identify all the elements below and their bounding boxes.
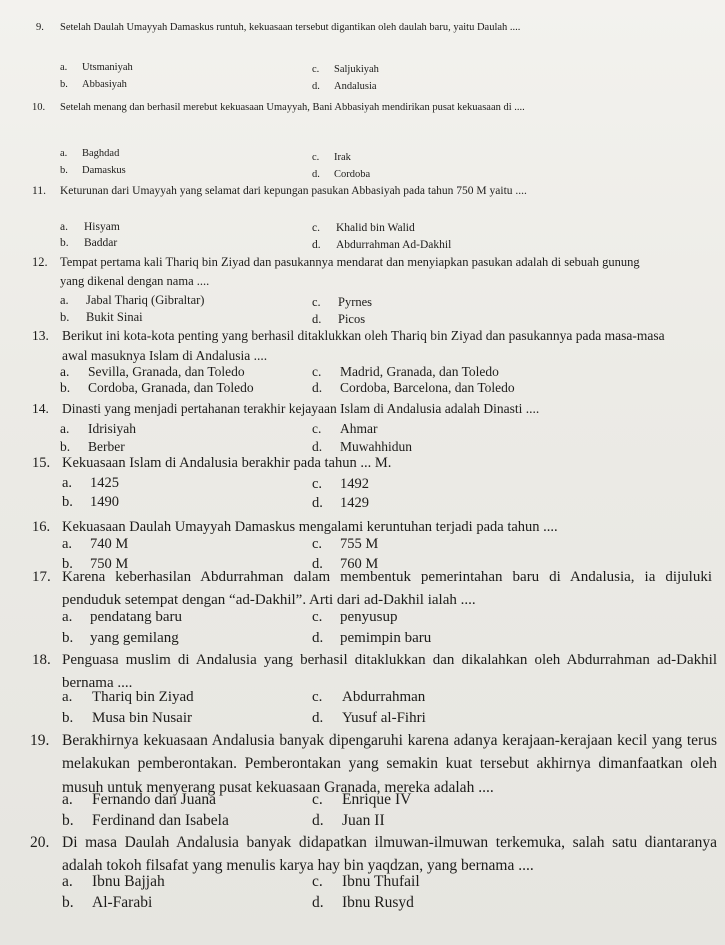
question-text: Kekuasaan Islam di Andalusia berakhir pada tahun ... M. <box>62 455 392 471</box>
question-number: 11. <box>32 185 46 197</box>
question-number: 18. <box>32 652 51 668</box>
option-b[interactable]: b. yang gemilang <box>62 630 179 646</box>
question-text: Karena keberhasilan Abdurrahman dalam membentuk pemerintahan baru di Andalusia, ia dijuluki penduduk setempat dengan “ad-Dakhil”. Arti dari ad-Dakhil ialah .... <box>62 569 712 608</box>
option-d[interactable]: d. Picos <box>312 312 366 326</box>
option-b[interactable]: b. 1490 <box>62 494 119 510</box>
question-number: 19. <box>30 732 50 749</box>
option-d[interactable]: d. pemimpin baru <box>312 630 432 646</box>
option-b[interactable]: b. Baddar <box>60 237 118 249</box>
option-b[interactable]: b. Bukit Sinai <box>60 310 143 324</box>
option-d[interactable]: d. Abdurrahman Ad-Dakhil <box>312 239 452 251</box>
option-d[interactable]: d. Ibnu Rusyd <box>312 894 414 911</box>
option-b[interactable]: b. Ferdinand dan Isabela <box>62 812 229 829</box>
option-d[interactable]: d. 760 M <box>312 556 379 572</box>
question-number: 16. <box>32 519 51 535</box>
question-text: Berakhirnya kekuasaan Andalusia banyak dipengaruhi karena adanya kerajaan-kerajaan kecil yang terus melakukan pemberontakan. Pemberontakan yang semakin kuat tersebut akhirnya dimanfaatkan oleh musuh untuk menyerang pusat kekuasaan Granada, mereka adalah .... <box>62 732 717 796</box>
question-text: Dinasti yang menjadi pertahanan terakhir kejayaan Islam di Andalusia adalah Dinasti .... <box>62 401 540 416</box>
question-stem <box>32 253 717 291</box>
option-c[interactable]: c. Khalid bin Walid <box>312 222 415 234</box>
option-c[interactable]: c. 1492 <box>312 476 369 492</box>
question-number: 14. <box>32 401 49 416</box>
question-text: Setelah Daulah Umayyah Damaskus runtuh, kekuasaan tersebut digantikan oleh daulah baru, yaitu Daulah .... <box>60 22 521 33</box>
option-c[interactable]: c. Ahmar <box>312 421 378 436</box>
option-b[interactable]: b. Damaskus <box>60 165 126 176</box>
option-a[interactable]: a. Jabal Thariq (Gibraltar) <box>60 293 205 307</box>
question-number: 12. <box>32 255 48 269</box>
option-b[interactable]: b. Al-Farabi <box>62 894 153 911</box>
option-d[interactable]: d. Cordoba, Barcelona, dan Toledo <box>312 380 515 395</box>
question-text: Penguasa muslim di Andalusia yang berhasil ditaklukkan dan dikalahkan oleh Abdurrahman ad-Dakhil bernama .... <box>62 652 717 691</box>
option-c[interactable]: c. penyusup <box>312 609 398 625</box>
option-a[interactable]: a. Idrisiyah <box>60 421 136 436</box>
question-text: Berikut ini kota-kota penting yang berhasil ditaklukkan oleh Thariq bin Ziyad dan pasukannya pada masa-masa awal masuknya Islam di Andalusia .... <box>62 328 665 364</box>
question-number: 17. <box>32 569 51 585</box>
option-d[interactable]: d. Yusuf al-Fihri <box>312 710 426 726</box>
option-c[interactable]: c. Enrique IV <box>312 791 412 808</box>
question-stem <box>30 729 717 799</box>
option-a[interactable]: a. Sevilla, Granada, dan Toledo <box>60 364 245 379</box>
question-stem <box>32 326 717 367</box>
option-d[interactable]: d. 1429 <box>312 495 369 511</box>
question-text: Di masa Daulah Andalusia banyak didapatkan ilmuwan-ilmuwan terkemuka, salah satu diantaranya adalah tokoh filsafat yang menulis karya hay bin yaqdzan, yang bernama .... <box>62 834 717 875</box>
option-c[interactable]: c. 755 M <box>312 536 379 552</box>
option-a[interactable]: a. Thariq bin Ziyad <box>62 689 194 705</box>
option-a[interactable]: a. pendatang baru <box>62 609 183 625</box>
option-a[interactable]: a. 740 M <box>62 536 129 552</box>
option-c[interactable]: c. Saljukiyah <box>312 64 379 75</box>
option-d[interactable]: d. Juan II <box>312 812 385 829</box>
option-a[interactable]: a. Utsmaniyah <box>60 62 133 73</box>
question-stem <box>30 831 717 878</box>
question-stem <box>32 649 717 694</box>
option-a[interactable]: a. 1425 <box>62 475 119 491</box>
option-b[interactable]: b. Berber <box>60 439 125 454</box>
option-d[interactable]: d. Muwahhidun <box>312 439 412 454</box>
question-number: 20. <box>30 834 50 851</box>
option-d[interactable]: d. Andalusia <box>312 81 377 92</box>
option-c[interactable]: c. Pyrnes <box>312 295 373 309</box>
question-number: 15. <box>32 455 51 471</box>
question-stem <box>36 20 717 36</box>
option-c[interactable]: c. Madrid, Granada, dan Toledo <box>312 364 499 379</box>
question-number: 13. <box>32 328 49 343</box>
option-b[interactable]: b. Abbasiyah <box>60 79 127 90</box>
question-stem <box>32 566 717 611</box>
option-a[interactable]: a. Ibnu Bajjah <box>62 873 165 890</box>
option-c[interactable]: c. Abdurrahman <box>312 689 426 705</box>
question-number: 10. <box>32 102 46 113</box>
question-text: Setelah menang dan berhasil merebut kekuasaan Umayyah, Bani Abbasiyah mendirikan pusat kekuasaan di .... <box>60 102 525 113</box>
option-c[interactable]: c. Irak <box>312 152 351 163</box>
option-d[interactable]: d. Cordoba <box>312 169 371 180</box>
option-a[interactable]: a. Fernando dan Juana <box>62 791 216 808</box>
option-b[interactable]: b. 750 M <box>62 556 129 572</box>
option-c[interactable]: c. Ibnu Thufail <box>312 873 420 890</box>
option-b[interactable]: b. Cordoba, Granada, dan Toledo <box>60 380 254 395</box>
question-stem <box>32 453 717 475</box>
question-stem <box>32 100 717 116</box>
question-text: Kekuasaan Daulah Umayyah Damaskus mengalami keruntuhan terjadi pada tahun .... <box>62 519 558 535</box>
question-text: Tempat pertama kali Thariq bin Ziyad dan pasukannya mendarat dan menyiapkan pasukan adalah di sebuah gunung yang dikenal dengan nama .... <box>60 255 640 288</box>
question-stem <box>32 183 717 200</box>
question-stem <box>32 517 717 539</box>
option-a[interactable]: a. Hisyam <box>60 221 120 233</box>
option-b[interactable]: b. Musa bin Nusair <box>62 710 192 726</box>
option-a[interactable]: a. Baghdad <box>60 148 120 159</box>
question-stem <box>32 399 717 419</box>
question-text: Keturunan dari Umayyah yang selamat dari kepungan pasukan Abbasiyah pada tahun 750 M yaitu .... <box>60 185 527 197</box>
question-number: 9. <box>36 22 44 33</box>
